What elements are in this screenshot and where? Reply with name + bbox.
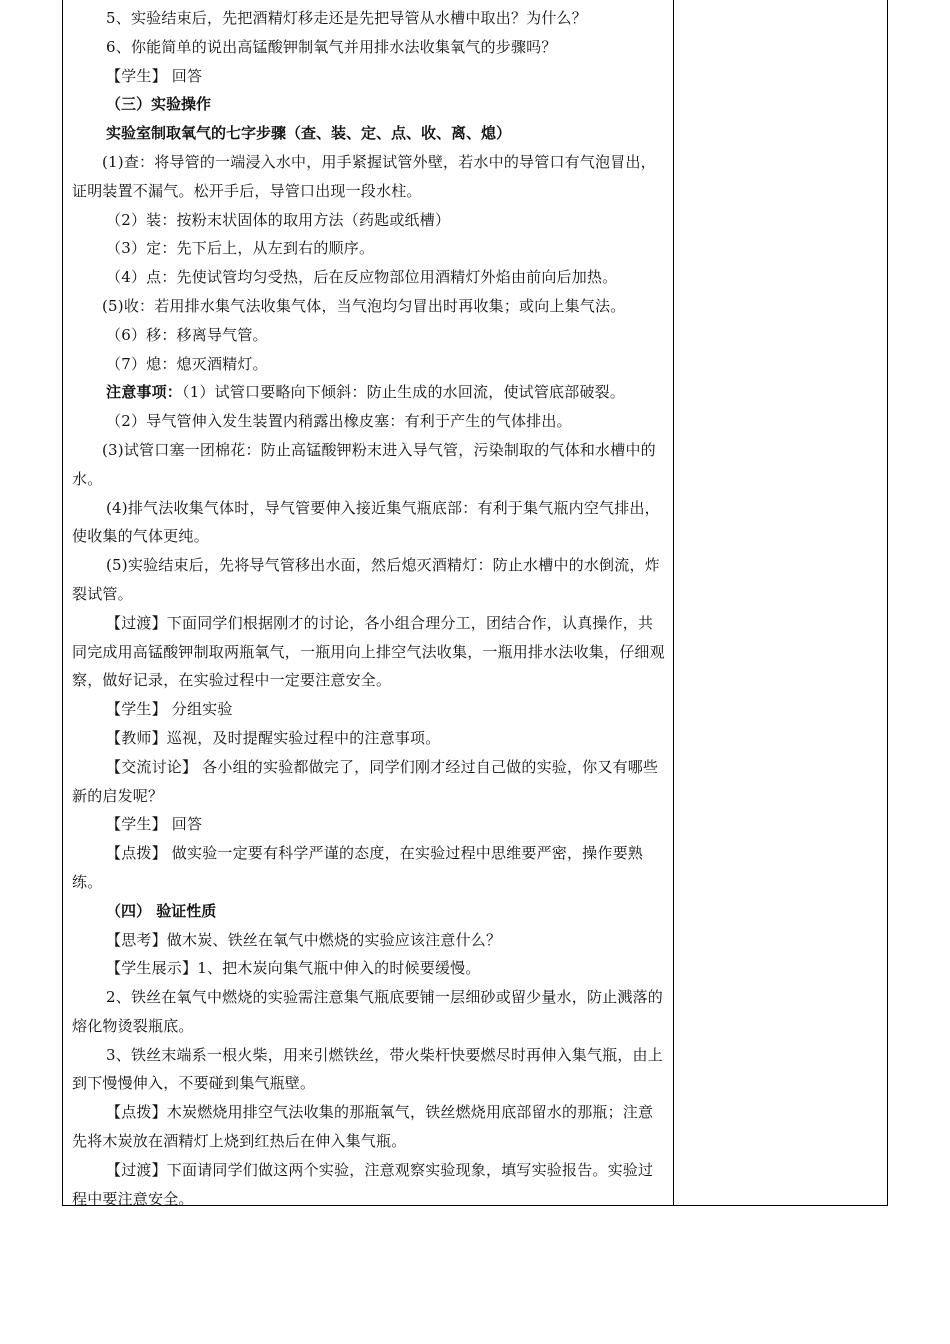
paragraph-text: 5、实验结束后，先把酒精灯移走还是先把导管从水槽中取出？为什么？ bbox=[106, 9, 587, 27]
paragraph-text: （4）点：先使试管均匀受热，后在反应物部位用酒精灯外焰由前向后加热。 bbox=[106, 268, 618, 287]
paragraph-text: （四） 验证性质 bbox=[106, 901, 217, 920]
paragraph-step-6 bbox=[72, 321, 667, 350]
paragraph-text: 【学生展示】1、把木炭向集气瓶中伸入的时候要缓慢。 bbox=[106, 959, 481, 978]
lesson-content-cell bbox=[63, 0, 673, 1213]
paragraph-text: 【过渡】下面请同学们做这两个实验，注意观察实验现象，填写实验报告。实验过程中要注意安全。 bbox=[72, 1160, 654, 1208]
paragraph-text: 注意事项： bbox=[106, 383, 183, 402]
paragraph-step-1 bbox=[72, 148, 667, 206]
paragraph-seven-steps-title bbox=[72, 119, 667, 148]
paragraph-text: (5)收：若用排水集气法收集气体，当气泡均匀冒出时再收集；或向上集气法。 bbox=[102, 296, 626, 315]
paragraph-text: (3)试管口塞一团棉花：防止高锰酸钾粉末进入导气管，污染制取的气体和水槽中的水。 bbox=[72, 440, 656, 488]
paragraph-show-3 bbox=[72, 1041, 667, 1099]
paragraph-text: （1）试管口要略向下倾斜：防止生成的水回流，使试管底部破裂。 bbox=[182, 383, 626, 402]
paragraph-text: 【思考】做木炭、铁丝在氧气中燃烧的实验应该注意什么？ bbox=[106, 930, 502, 949]
paragraph-text: （6）移：移离导气管。 bbox=[106, 325, 268, 344]
paragraph-note-2 bbox=[72, 407, 667, 436]
paragraph-q5 bbox=[72, 4, 667, 33]
paragraph-step-3 bbox=[72, 234, 667, 263]
paragraph-text: （7）熄：熄灭酒精灯。 bbox=[106, 354, 268, 373]
paragraph-section-3 bbox=[72, 90, 667, 119]
paragraph-text: （3）定：先下后上，从左到右的顺序。 bbox=[106, 239, 375, 258]
paragraph-teacher-patrol bbox=[72, 724, 667, 753]
paragraph-note-5 bbox=[72, 551, 667, 609]
paragraph-note-3 bbox=[72, 436, 667, 494]
paragraph-text: 【过渡】下面同学们根据刚才的讨论，各小组合理分工，团结合作，认真操作，共同完成用高锰酸钾制取两瓶氧气，一瓶用向上排空气法收集，一瓶用排水法收集，仔细观察，做好记录，在实验过程中一定要注意安全。 bbox=[72, 613, 665, 690]
paragraph-text: 6、你能简单的说出高锰酸钾制氧气并用排水法收集氧气的步骤吗？ bbox=[106, 37, 557, 56]
paragraph-guide-1 bbox=[72, 839, 667, 897]
paragraph-discussion bbox=[72, 753, 667, 811]
paragraph-text: 【点拨】木炭燃烧用排空气法收集的那瓶氧气，铁丝燃烧用底部留水的那瓶；注意先将木炭放在酒精灯上烧到红热后在伸入集气瓶。 bbox=[72, 1103, 654, 1151]
paragraph-show-2 bbox=[72, 983, 667, 1041]
paragraph-transition-1 bbox=[72, 609, 667, 695]
paragraph-text: 3、铁丝末端系一根火柴，用来引燃铁丝，带火柴杆快要燃尽时再伸入集气瓶，由上到下慢慢伸入，不要碰到集气瓶壁。 bbox=[72, 1045, 663, 1093]
paragraph-note-4 bbox=[72, 494, 667, 552]
paragraph-section-4 bbox=[72, 897, 667, 926]
paragraph-text: （2）导气管伸入发生装置内稍露出橡皮塞：有利于产生的气体排出。 bbox=[106, 412, 572, 431]
paragraph-text: 【学生】 回答 bbox=[106, 66, 203, 85]
notes-cell bbox=[674, 0, 887, 1205]
paragraph-text: （2）装：按粉末状固体的取用方法（药匙或纸槽） bbox=[106, 210, 451, 229]
paragraph-text: 【学生】 分组实验 bbox=[106, 700, 233, 719]
paragraph-text: (1)查：将导管的一端浸入水中，用手紧握试管外壁，若水中的导管口有气泡冒出，证明装置不漏气。松开手后，导管口出现一段水柱。 bbox=[72, 152, 656, 200]
paragraph-note-1 bbox=[72, 378, 667, 407]
paragraph-text: 【学生】 回答 bbox=[106, 815, 203, 834]
paragraph-show-1 bbox=[72, 954, 667, 983]
paragraph-think bbox=[72, 926, 667, 955]
paragraph-step-5 bbox=[72, 292, 667, 321]
paragraph-student-answer-1 bbox=[72, 62, 667, 91]
paragraph-text: (4)排气法收集气体时，导气管要伸入接近集气瓶底部：有利于集气瓶内空气排出，使收集的气体更纯。 bbox=[72, 498, 660, 546]
paragraph-student-group bbox=[72, 695, 667, 724]
paragraph-text: 【点拨】 做实验一定要有科学严谨的态度，在实验过程中思维要严密，操作要熟练。 bbox=[72, 844, 643, 891]
paragraph-text: （三）实验操作 bbox=[106, 95, 212, 114]
paragraph-guide-2 bbox=[72, 1098, 667, 1156]
paragraph-text: (5)实验结束后，先将导气管移出水面，然后熄灭酒精灯：防止水槽中的水倒流，炸裂试管。 bbox=[72, 556, 660, 603]
paragraph-q6 bbox=[72, 33, 667, 62]
paragraph-text: 【交流讨论】 各小组的实验都做完了，同学们刚才经过自己做的实验，你又有哪些新的启发呢？ bbox=[72, 757, 659, 805]
lesson-table bbox=[62, 0, 888, 1206]
paragraph-step-2 bbox=[72, 206, 667, 235]
paragraph-transition-2 bbox=[72, 1156, 667, 1214]
paragraph-step-7 bbox=[72, 350, 667, 379]
paragraph-text: 实验室制取氧气的七字步骤（查、装、定、点、收、离、熄） bbox=[106, 124, 512, 143]
paragraph-step-4 bbox=[72, 263, 667, 292]
paragraph-student-answer-2 bbox=[72, 810, 667, 839]
paragraph-text: 【教师】巡视，及时提醒实验过程中的注意事项。 bbox=[106, 728, 441, 747]
paragraph-text: 2、铁丝在氧气中燃烧的实验需注意集气瓶底要铺一层细砂或留少量水，防止溅落的熔化物烫裂瓶底。 bbox=[72, 988, 663, 1035]
